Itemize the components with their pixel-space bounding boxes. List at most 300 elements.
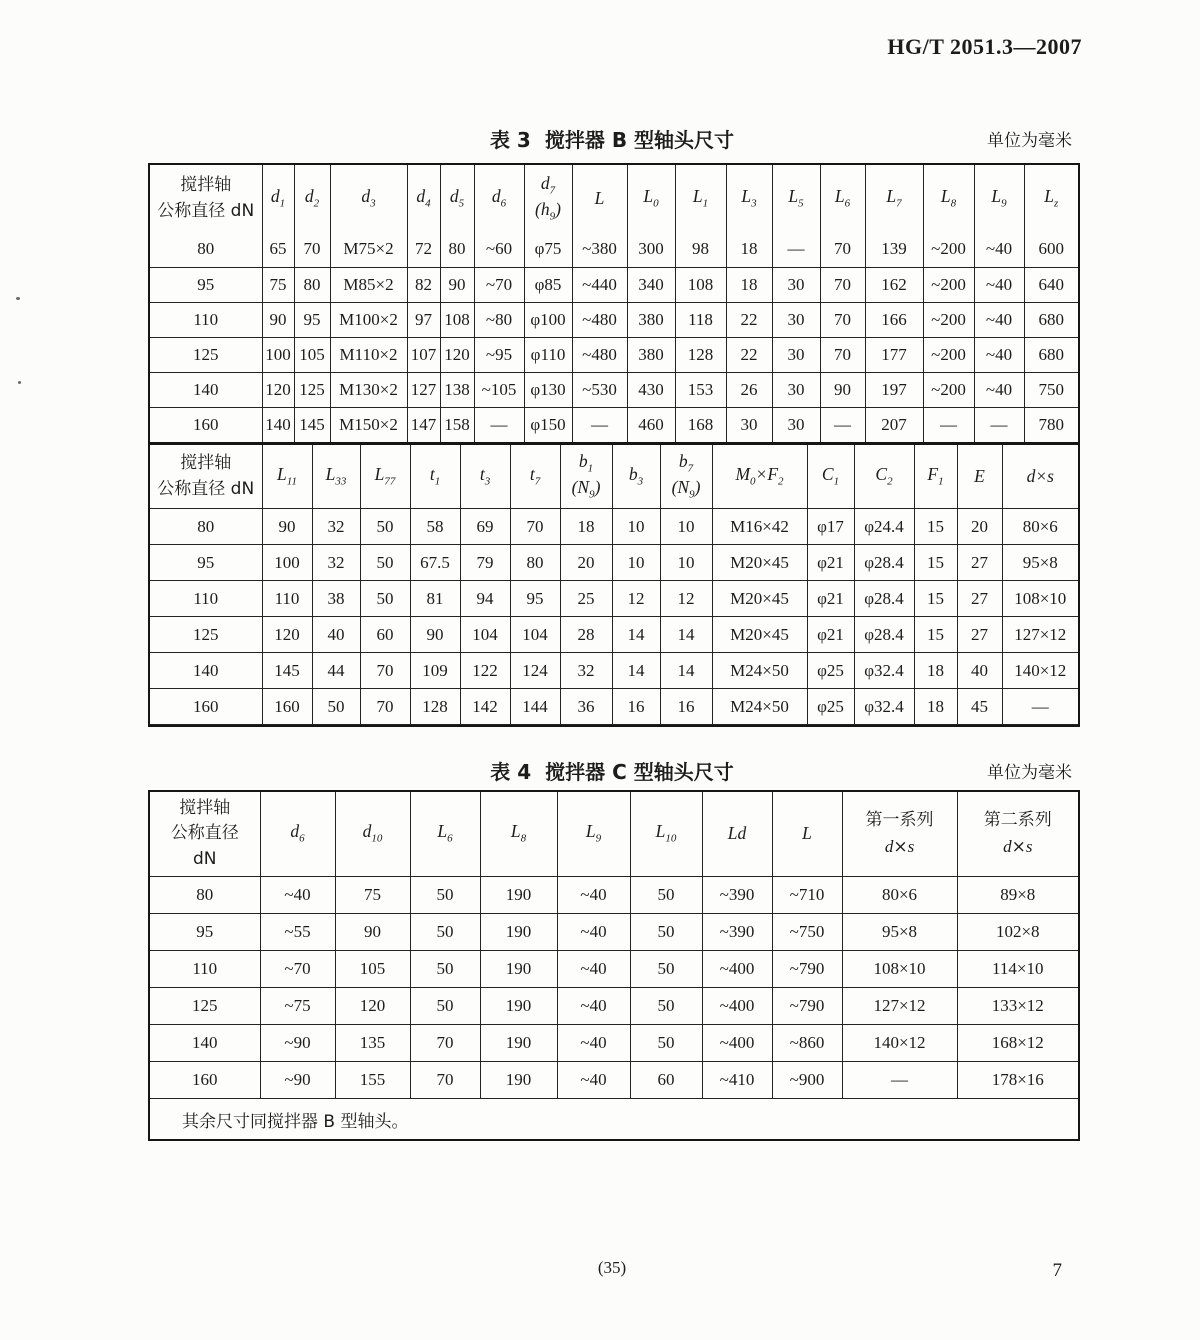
table-cell: 30 <box>772 372 820 407</box>
table-cell: 32 <box>312 509 360 545</box>
table-cell: 90 <box>410 617 460 653</box>
col-header: $t_7$ <box>510 444 560 509</box>
table-cell: 100 <box>262 337 294 372</box>
table-cell: ~40 <box>260 877 335 914</box>
table-cell: M20×45 <box>712 545 807 581</box>
table-cell: 153 <box>675 372 726 407</box>
table-cell: 50 <box>630 1025 702 1062</box>
table-cell: 160 <box>262 689 312 725</box>
table-row <box>150 232 1078 267</box>
row-dn-cell: 160 <box>150 1062 260 1099</box>
col-header: $L_1$ <box>675 165 726 232</box>
table-cell: ~790 <box>772 951 842 988</box>
row-dn-cell: 125 <box>150 337 262 372</box>
table-cell: ~40 <box>557 914 630 951</box>
table-cell: φ85 <box>524 267 572 302</box>
table-cell: ~40 <box>557 877 630 914</box>
table-cell: 108×10 <box>842 951 957 988</box>
table-cell: 70 <box>510 509 560 545</box>
table4-footnote: 其余尺寸同搅拌器 B 型轴头。 <box>182 1111 409 1132</box>
table-cell: 50 <box>360 509 410 545</box>
table-cell: ~440 <box>572 267 627 302</box>
table-cell: 18 <box>560 509 612 545</box>
table-cell: φ130 <box>524 372 572 407</box>
table-cell: 166 <box>865 302 923 337</box>
table-cell: 140 <box>262 407 294 442</box>
table-cell: 145 <box>294 407 330 442</box>
table-cell: 128 <box>675 337 726 372</box>
table-cell: 127 <box>407 372 440 407</box>
table-cell: 140×12 <box>1002 653 1078 689</box>
table-cell: 107 <box>407 337 440 372</box>
table-cell: 70 <box>360 689 410 725</box>
col-header-series1: 第一系列 d×s <box>842 792 957 877</box>
table-cell: 60 <box>630 1062 702 1099</box>
table3-caption <box>148 124 1076 152</box>
table-cell: 90 <box>440 267 474 302</box>
table-cell: 600 <box>1024 232 1078 267</box>
table3-part2 <box>150 442 1078 725</box>
table-cell: 15 <box>914 581 957 617</box>
col-header: $d_4$ <box>407 165 440 232</box>
col-header: $d_6$ <box>474 165 524 232</box>
table-cell: 89×8 <box>957 877 1078 914</box>
table-cell: 18 <box>914 689 957 725</box>
table-row <box>150 1062 1078 1099</box>
table-cell: φ21 <box>807 581 854 617</box>
table-cell: M100×2 <box>330 302 407 337</box>
table-cell: 207 <box>865 407 923 442</box>
table-cell: M75×2 <box>330 232 407 267</box>
table-cell: 70 <box>410 1062 480 1099</box>
col-header: $d_1$ <box>262 165 294 232</box>
table-cell: 30 <box>772 337 820 372</box>
table-cell: 10 <box>660 509 712 545</box>
table-cell: 120 <box>262 617 312 653</box>
table-row <box>150 1025 1078 1062</box>
table-cell: 90 <box>820 372 865 407</box>
table-row <box>150 914 1078 951</box>
table-cell: φ25 <box>807 653 854 689</box>
table-cell: M150×2 <box>330 407 407 442</box>
page-footer-center: (35) <box>597 1258 627 1277</box>
col-header-series2: 第二系列 d×s <box>957 792 1078 877</box>
table3-part2-body <box>150 509 1078 725</box>
col-header: $F_1$ <box>914 444 957 509</box>
row-header-dn: 搅拌轴 公称直径 dN <box>150 792 260 877</box>
table-cell: 18 <box>914 653 957 689</box>
table4-main <box>150 792 1078 1139</box>
table-cell: 50 <box>630 988 702 1025</box>
table3-part1-body <box>150 232 1078 442</box>
table-row <box>150 653 1078 689</box>
table-cell: 380 <box>627 302 675 337</box>
table-cell: ~95 <box>474 337 524 372</box>
table-cell: 190 <box>480 914 557 951</box>
row-dn-cell: 80 <box>150 877 260 914</box>
table-cell: φ100 <box>524 302 572 337</box>
table-cell: ~40 <box>557 1025 630 1062</box>
table-cell: ~200 <box>923 267 974 302</box>
table-cell: 30 <box>772 407 820 442</box>
table-cell: 40 <box>312 617 360 653</box>
col-header: $b_3$ <box>612 444 660 509</box>
table-cell: ~40 <box>974 337 1024 372</box>
col-header: $L_{33}$ <box>312 444 360 509</box>
row-dn-cell: 140 <box>150 372 262 407</box>
col-header: $L_7$ <box>865 165 923 232</box>
table-cell: 460 <box>627 407 675 442</box>
table-cell: 30 <box>726 407 772 442</box>
table-cell: ~410 <box>702 1062 772 1099</box>
table-cell: 105 <box>335 951 410 988</box>
table-cell: ~480 <box>572 302 627 337</box>
table-cell: ~60 <box>474 232 524 267</box>
table-cell: φ28.4 <box>854 545 914 581</box>
row-dn-cell: 80 <box>150 232 262 267</box>
table-cell: ~200 <box>923 232 974 267</box>
row-header-dn: 搅拌轴 公称直径 dN <box>150 444 262 509</box>
table3-label: 表 3 <box>489 127 531 152</box>
col-header: $L_0$ <box>627 165 675 232</box>
table-cell: ~105 <box>474 372 524 407</box>
table-cell: φ21 <box>807 545 854 581</box>
table4-title: 搅拌器 C 型轴头尺寸 <box>545 759 734 784</box>
table-cell: 12 <box>612 581 660 617</box>
table-cell: ~200 <box>923 337 974 372</box>
table-cell: 10 <box>660 545 712 581</box>
table-cell: 30 <box>772 267 820 302</box>
table-row <box>150 267 1078 302</box>
table4-footnote-row <box>150 1099 1078 1140</box>
table-cell: ~480 <box>572 337 627 372</box>
table-cell: — <box>842 1062 957 1099</box>
row-dn-cell: 95 <box>150 267 262 302</box>
row-header-dn: 搅拌轴 公称直径 dN <box>150 165 262 232</box>
table-cell: φ110 <box>524 337 572 372</box>
col-header: $L_{10}$ <box>630 792 702 877</box>
table-cell: 70 <box>360 653 410 689</box>
table-cell: ~900 <box>772 1062 842 1099</box>
table-cell: — <box>923 407 974 442</box>
table-row <box>150 617 1078 653</box>
col-header: $C_2$ <box>854 444 914 509</box>
table-cell: 50 <box>630 914 702 951</box>
row-dn-cell: 125 <box>150 617 262 653</box>
table-cell: 80×6 <box>1002 509 1078 545</box>
col-header: $L_9$ <box>974 165 1024 232</box>
table-cell: 22 <box>726 337 772 372</box>
table-cell: ~90 <box>260 1025 335 1062</box>
table-cell: 108 <box>440 302 474 337</box>
table-cell: M20×45 <box>712 617 807 653</box>
table-cell: ~40 <box>557 951 630 988</box>
table-cell: 50 <box>410 988 480 1025</box>
table-cell: φ75 <box>524 232 572 267</box>
table-cell: φ32.4 <box>854 653 914 689</box>
table-cell: 44 <box>312 653 360 689</box>
table-cell: 114×10 <box>957 951 1078 988</box>
table-cell: 12 <box>660 581 712 617</box>
table-cell: ~380 <box>572 232 627 267</box>
table-cell: 780 <box>1024 407 1078 442</box>
row-dn-cell: 110 <box>150 951 260 988</box>
col-header: $d_2$ <box>294 165 330 232</box>
table-cell: 680 <box>1024 337 1078 372</box>
row-dn-cell: 110 <box>150 581 262 617</box>
table-cell: 40 <box>957 653 1002 689</box>
table-cell: φ28.4 <box>854 617 914 653</box>
table-cell: 79 <box>460 545 510 581</box>
table-cell: ~400 <box>702 1025 772 1062</box>
table-cell: 94 <box>460 581 510 617</box>
table-cell: 127×12 <box>1002 617 1078 653</box>
table-cell: 104 <box>510 617 560 653</box>
table-cell: ~200 <box>923 302 974 337</box>
table-cell: 102×8 <box>957 914 1078 951</box>
col-header: $L_9$ <box>557 792 630 877</box>
table4-label: 表 4 <box>490 759 532 784</box>
table-cell: 50 <box>410 951 480 988</box>
header-row <box>150 165 1078 232</box>
row-dn-cell: 160 <box>150 689 262 725</box>
table-cell: 118 <box>675 302 726 337</box>
table-cell: 45 <box>957 689 1002 725</box>
table-cell: M110×2 <box>330 337 407 372</box>
table-cell: 80 <box>294 267 330 302</box>
table-cell: 70 <box>820 232 865 267</box>
row-dn-cell: 140 <box>150 1025 260 1062</box>
table-cell: 60 <box>360 617 410 653</box>
table-cell: 50 <box>360 581 410 617</box>
table-cell: 110 <box>262 581 312 617</box>
col-header: $L_{77}$ <box>360 444 410 509</box>
table-cell: 70 <box>820 267 865 302</box>
col-header: $b_7$ $(N_9)$ <box>660 444 712 509</box>
table-cell: 105 <box>294 337 330 372</box>
col-header: $L_z$ <box>1024 165 1078 232</box>
col-header: $M_0\times F_2$ <box>712 444 807 509</box>
table-cell: 30 <box>772 302 820 337</box>
table-cell: ~90 <box>260 1062 335 1099</box>
table-cell: 65 <box>262 232 294 267</box>
table-row <box>150 372 1078 407</box>
col-header: $d_6$ <box>260 792 335 877</box>
col-header: E <box>957 444 1002 509</box>
table-cell: ~790 <box>772 988 842 1025</box>
table-cell: 28 <box>560 617 612 653</box>
table-cell: 80 <box>510 545 560 581</box>
col-header: d×s <box>1002 444 1078 509</box>
table-cell: 58 <box>410 509 460 545</box>
table-cell: 144 <box>510 689 560 725</box>
table-cell: 133×12 <box>957 988 1078 1025</box>
table-cell: 32 <box>560 653 612 689</box>
table-cell: 25 <box>560 581 612 617</box>
table-cell: 95×8 <box>842 914 957 951</box>
table-cell: 640 <box>1024 267 1078 302</box>
table-cell: 67.5 <box>410 545 460 581</box>
table-row <box>150 689 1078 725</box>
table-cell: — <box>1002 689 1078 725</box>
table-cell: ~40 <box>557 988 630 1025</box>
table3 <box>148 163 1080 727</box>
col-header: $L_8$ <box>923 165 974 232</box>
table-cell: M24×50 <box>712 689 807 725</box>
table-cell: ~400 <box>702 951 772 988</box>
table-row <box>150 1099 1078 1140</box>
table-cell: — <box>772 232 820 267</box>
table-cell: ~750 <box>772 914 842 951</box>
table-cell: ~860 <box>772 1025 842 1062</box>
col-header: $t_3$ <box>460 444 510 509</box>
table-cell: φ28.4 <box>854 581 914 617</box>
table-cell: 50 <box>360 545 410 581</box>
scan-artifact <box>18 381 21 384</box>
table-cell: 380 <box>627 337 675 372</box>
table-cell: — <box>974 407 1024 442</box>
table-row <box>150 302 1078 337</box>
header-row <box>150 444 1078 509</box>
table-cell: 14 <box>612 653 660 689</box>
table-cell: ~390 <box>702 877 772 914</box>
table-cell: φ150 <box>524 407 572 442</box>
table-cell: 22 <box>726 302 772 337</box>
table-cell: 16 <box>612 689 660 725</box>
table-cell: 125 <box>294 372 330 407</box>
table-row <box>150 509 1078 545</box>
table-cell: 104 <box>460 617 510 653</box>
table-cell: 50 <box>630 877 702 914</box>
table-cell: 10 <box>612 545 660 581</box>
table-cell: φ24.4 <box>854 509 914 545</box>
table-cell: 90 <box>262 302 294 337</box>
table-cell: 340 <box>627 267 675 302</box>
table4 <box>148 790 1080 1141</box>
table-cell: 430 <box>627 372 675 407</box>
col-header: Ld <box>702 792 772 877</box>
table-row <box>150 988 1078 1025</box>
table-cell: 120 <box>262 372 294 407</box>
table-cell: 26 <box>726 372 772 407</box>
col-header: $d_3$ <box>330 165 407 232</box>
table-cell: 95 <box>510 581 560 617</box>
table-cell: ~80 <box>474 302 524 337</box>
table-cell: 168×12 <box>957 1025 1078 1062</box>
table4-header <box>150 792 1078 877</box>
row-dn-cell: 110 <box>150 302 262 337</box>
table-cell: 162 <box>865 267 923 302</box>
table-cell: 142 <box>460 689 510 725</box>
table-cell: 127×12 <box>842 988 957 1025</box>
table-cell: 190 <box>480 988 557 1025</box>
table-cell: 14 <box>660 653 712 689</box>
table-cell: 190 <box>480 1062 557 1099</box>
table-cell: 680 <box>1024 302 1078 337</box>
table-cell: φ21 <box>807 617 854 653</box>
table3-part1-header <box>150 165 1078 232</box>
table-cell: ~40 <box>974 302 1024 337</box>
col-header: $L_8$ <box>480 792 557 877</box>
table-cell: 108 <box>675 267 726 302</box>
table-cell: 16 <box>660 689 712 725</box>
table-cell: — <box>572 407 627 442</box>
standard-number: HG/T 2051.3—2007 <box>887 34 1082 59</box>
table-cell: φ25 <box>807 689 854 725</box>
table-cell: 98 <box>675 232 726 267</box>
table-cell: 139 <box>865 232 923 267</box>
col-header: $L_5$ <box>772 165 820 232</box>
table-cell: ~70 <box>260 951 335 988</box>
row-dn-cell: 140 <box>150 653 262 689</box>
table-cell: 75 <box>335 877 410 914</box>
col-header: $d_5$ <box>440 165 474 232</box>
table-cell: 750 <box>1024 372 1078 407</box>
table-row <box>150 407 1078 442</box>
table-cell: 109 <box>410 653 460 689</box>
table-cell: 138 <box>440 372 474 407</box>
table-cell: 20 <box>560 545 612 581</box>
table3-title: 搅拌器 B 型轴头尺寸 <box>544 127 735 152</box>
table-cell: M16×42 <box>712 509 807 545</box>
table-cell: 147 <box>407 407 440 442</box>
table-cell: 20 <box>957 509 1002 545</box>
table-cell: 50 <box>410 877 480 914</box>
table-cell: ~390 <box>702 914 772 951</box>
table-cell: 120 <box>335 988 410 1025</box>
table-cell: 14 <box>612 617 660 653</box>
table-cell: 50 <box>312 689 360 725</box>
row-dn-cell: 160 <box>150 407 262 442</box>
table-cell: 124 <box>510 653 560 689</box>
table-cell: — <box>474 407 524 442</box>
table-cell: ~400 <box>702 988 772 1025</box>
table-row <box>150 337 1078 372</box>
table-cell: 81 <box>410 581 460 617</box>
table-cell: 69 <box>460 509 510 545</box>
col-header: L <box>572 165 627 232</box>
table-cell: 90 <box>262 509 312 545</box>
page-number: 7 <box>1052 1260 1062 1281</box>
table-cell: 190 <box>480 1025 557 1062</box>
table-cell: 145 <box>262 653 312 689</box>
table-cell: 90 <box>335 914 410 951</box>
table-cell: 300 <box>627 232 675 267</box>
table-cell: 80×6 <box>842 877 957 914</box>
table-cell: 15 <box>914 545 957 581</box>
table4-unit-note: 单位为毫米 <box>987 763 1072 783</box>
table-cell: 72 <box>407 232 440 267</box>
table-cell: M20×45 <box>712 581 807 617</box>
table-cell: M130×2 <box>330 372 407 407</box>
row-dn-cell: 80 <box>150 509 262 545</box>
table-cell: 177 <box>865 337 923 372</box>
table-cell: 100 <box>262 545 312 581</box>
table-cell: ~75 <box>260 988 335 1025</box>
table-cell: 80 <box>440 232 474 267</box>
table-cell: 15 <box>914 617 957 653</box>
table-cell: 50 <box>410 914 480 951</box>
table-cell: M24×50 <box>712 653 807 689</box>
row-dn-cell: 125 <box>150 988 260 1025</box>
table-row <box>150 877 1078 914</box>
header-row <box>150 792 1078 877</box>
table-cell: 27 <box>957 617 1002 653</box>
table-cell: 32 <box>312 545 360 581</box>
table-cell: ~55 <box>260 914 335 951</box>
table-cell: 18 <box>726 232 772 267</box>
table-cell: ~40 <box>557 1062 630 1099</box>
